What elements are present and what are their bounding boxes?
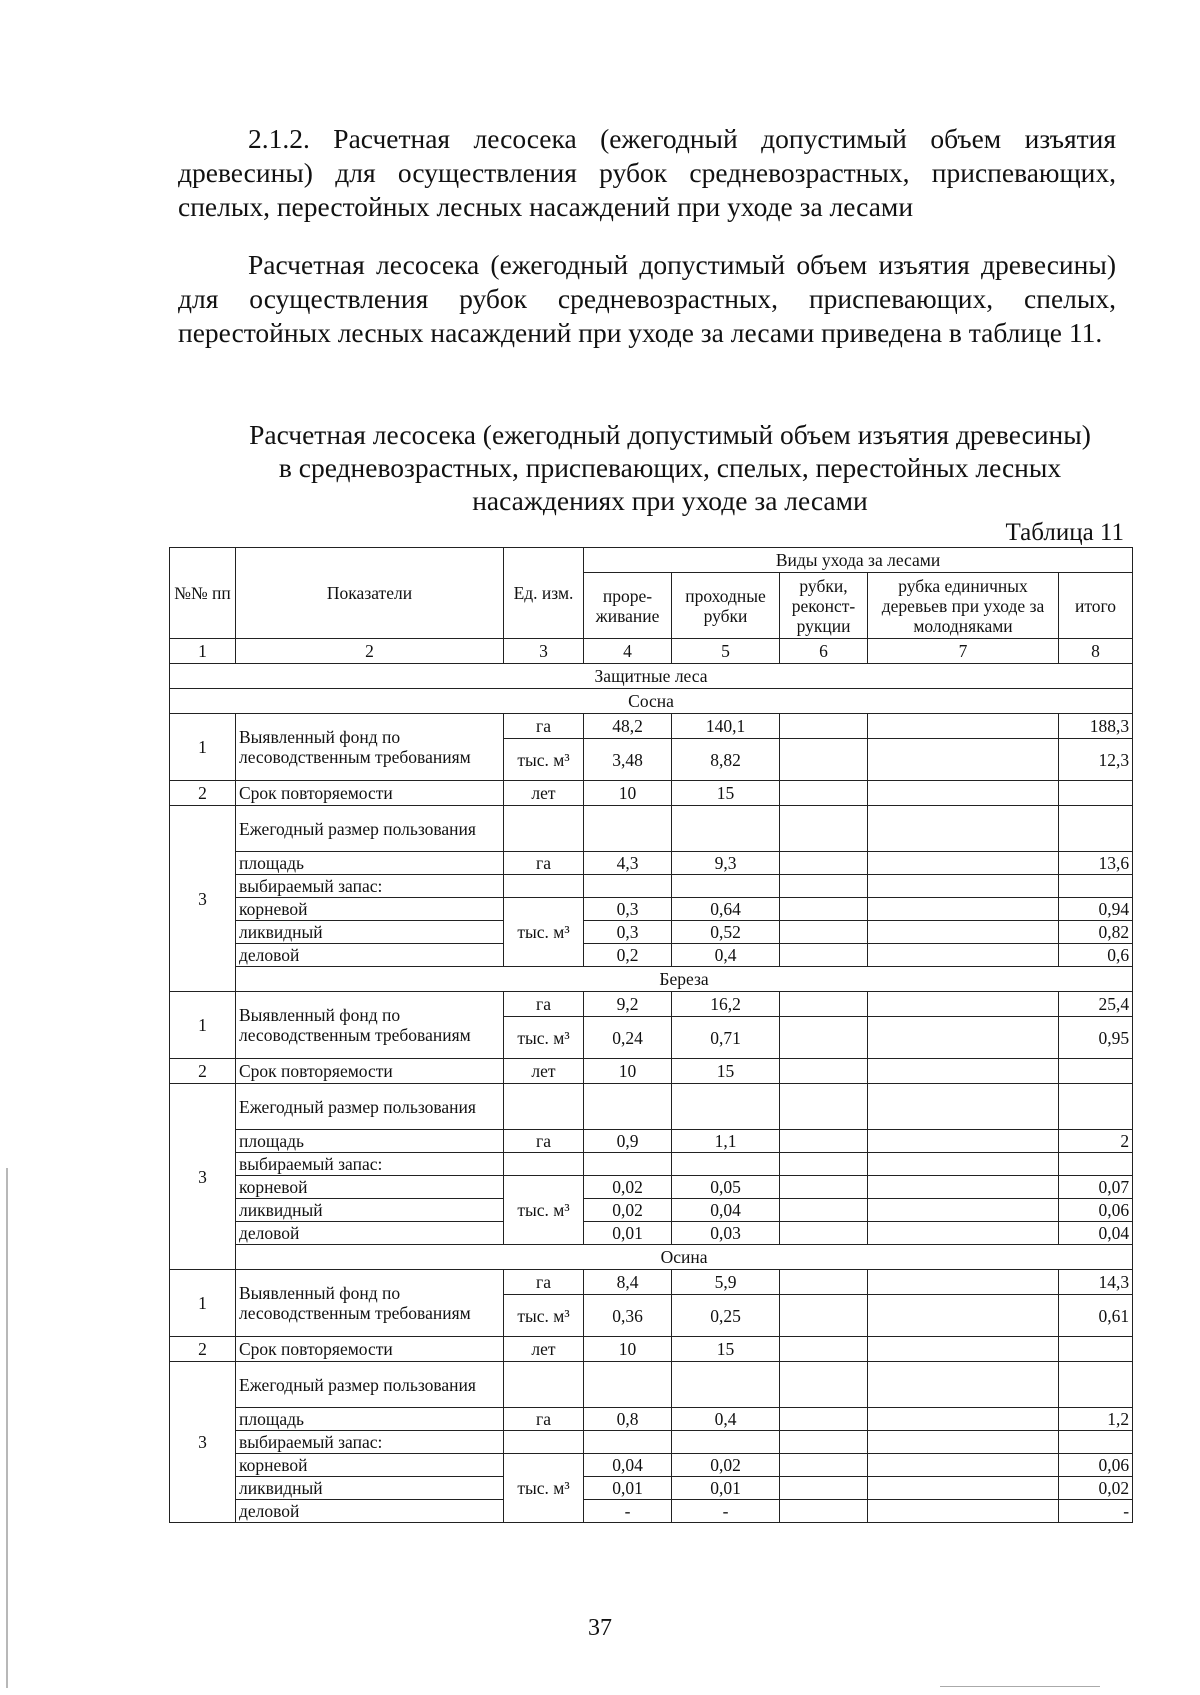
value-cell xyxy=(780,1130,868,1153)
value-cell: 0,06 xyxy=(1059,1454,1133,1477)
table-row xyxy=(170,1408,1133,1431)
scan-bottom-line xyxy=(940,1686,1100,1687)
value-cell xyxy=(868,1454,1059,1477)
value-cell: 0,04 xyxy=(672,1199,780,1222)
unit-cell: га xyxy=(504,714,584,739)
value-cell: 1,2 xyxy=(1059,1408,1133,1431)
value-cell xyxy=(780,739,868,781)
col-number: 2 xyxy=(236,639,504,664)
indicator-fund: Выявленный фонд по лесоводственным требованиям xyxy=(236,992,504,1059)
header-indicators: Показатели xyxy=(236,548,504,639)
value-cell xyxy=(1059,1084,1133,1130)
indicator-business: деловой xyxy=(236,944,504,967)
value-cell xyxy=(780,781,868,806)
section-heading-text: 2.1.2. Расчетная лесосека (ежегодный допустимый объем изъятия древесины) для осуществления рубок средневозрастных, приспевающих, спелых, перестойных лесных насаждений при уходе за лесами xyxy=(178,123,1116,222)
unit-cell xyxy=(504,1084,584,1130)
header-passage-cuts: проходные рубки xyxy=(672,573,780,639)
value-cell xyxy=(1059,1362,1133,1408)
value-cell xyxy=(868,1431,1059,1454)
value-cell xyxy=(868,875,1059,898)
indicator-area: площадь xyxy=(236,1408,504,1431)
value-cell xyxy=(868,1130,1059,1153)
value-cell xyxy=(1059,1059,1133,1084)
value-cell xyxy=(780,1408,868,1431)
unit-cell xyxy=(504,806,584,852)
value-cell xyxy=(584,1084,672,1130)
caption-line-1: Расчетная лесосека (ежегодный допустимый объем изъятия древесины) xyxy=(249,419,1091,450)
value-cell xyxy=(868,1153,1059,1176)
col-number: 3 xyxy=(504,639,584,664)
value-cell xyxy=(672,1431,780,1454)
table-row xyxy=(170,1176,1133,1199)
value-cell: 0,02 xyxy=(1059,1477,1133,1500)
table-row xyxy=(170,992,1133,1017)
value-cell: 8,82 xyxy=(672,739,780,781)
unit-cell xyxy=(504,875,584,898)
indicator-period: Срок повторяемости xyxy=(236,781,504,806)
indicator-fund: Выявленный фонд по лесоводственным требованиям xyxy=(236,714,504,781)
value-cell xyxy=(1059,875,1133,898)
table-row xyxy=(170,1130,1133,1153)
col-number: 4 xyxy=(584,639,672,664)
value-cell xyxy=(1059,806,1133,852)
value-cell xyxy=(780,1199,868,1222)
caption-line-2: в средневозрастных, приспевающих, спелых, перестойных лесных xyxy=(278,452,1062,483)
table-row xyxy=(170,921,1133,944)
value-cell xyxy=(868,852,1059,875)
table-row xyxy=(170,1059,1133,1084)
species-row: Осина xyxy=(236,1245,1133,1270)
value-cell: 188,3 xyxy=(1059,714,1133,739)
value-cell: 12,3 xyxy=(1059,739,1133,781)
value-cell xyxy=(584,1362,672,1408)
intro-paragraph xyxy=(178,248,1116,350)
value-cell xyxy=(672,806,780,852)
unit-cell: лет xyxy=(504,781,584,806)
value-cell: 0,02 xyxy=(584,1176,672,1199)
value-cell: 0,8 xyxy=(584,1408,672,1431)
value-cell xyxy=(868,806,1059,852)
value-cell: 1,1 xyxy=(672,1130,780,1153)
section-row: Защитные леса xyxy=(170,664,1133,689)
indicator-fund: Выявленный фонд по лесоводственным требованиям xyxy=(236,1270,504,1337)
table-row xyxy=(170,1337,1133,1362)
unit-cell: тыс. м³ xyxy=(504,1176,584,1245)
value-cell xyxy=(780,1222,868,1245)
indicator-liquid: ликвидный xyxy=(236,921,504,944)
table-row xyxy=(170,1222,1133,1245)
indicator-annual: Ежегодный размер пользования xyxy=(236,1362,504,1408)
value-cell xyxy=(868,1222,1059,1245)
unit-cell: га xyxy=(504,992,584,1017)
header-single-trees: рубка единичных деревьев при уходе за молодняками xyxy=(868,573,1059,639)
table-row xyxy=(170,714,1133,739)
value-cell xyxy=(868,1176,1059,1199)
value-cell xyxy=(868,944,1059,967)
table-row xyxy=(170,1153,1133,1176)
value-cell xyxy=(868,1084,1059,1130)
value-cell: 0,04 xyxy=(584,1454,672,1477)
value-cell xyxy=(1059,1337,1133,1362)
table-row xyxy=(170,781,1133,806)
indicator-liquid: ликвидный xyxy=(236,1477,504,1500)
value-cell: - xyxy=(1059,1500,1133,1523)
value-cell xyxy=(1059,781,1133,806)
value-cell xyxy=(868,1059,1059,1084)
value-cell xyxy=(780,1295,868,1337)
unit-cell xyxy=(504,1431,584,1454)
indicator-liquid: ликвидный xyxy=(236,1199,504,1222)
table-caption xyxy=(230,418,1110,517)
value-cell: 0,4 xyxy=(672,944,780,967)
value-cell: 0,02 xyxy=(672,1454,780,1477)
indicator-annual: Ежегодный размер пользования xyxy=(236,806,504,852)
species-row: Береза xyxy=(236,967,1133,992)
value-cell: 3,48 xyxy=(584,739,672,781)
value-cell xyxy=(584,875,672,898)
value-cell: 0,01 xyxy=(584,1477,672,1500)
table-row xyxy=(170,1477,1133,1500)
harvest-table xyxy=(169,547,1133,1523)
value-cell: - xyxy=(584,1500,672,1523)
indicator-root: корневой xyxy=(236,1454,504,1477)
col-number: 8 xyxy=(1059,639,1133,664)
value-cell xyxy=(868,898,1059,921)
value-cell xyxy=(780,806,868,852)
value-cell xyxy=(780,1017,868,1059)
value-cell: 0,25 xyxy=(672,1295,780,1337)
table-row xyxy=(170,1431,1133,1454)
table-row xyxy=(170,967,1133,992)
value-cell xyxy=(780,898,868,921)
value-cell xyxy=(868,1017,1059,1059)
unit-cell xyxy=(504,1153,584,1176)
unit-cell: тыс. м³ xyxy=(504,1017,584,1059)
value-cell xyxy=(780,992,868,1017)
value-cell xyxy=(672,1362,780,1408)
value-cell xyxy=(780,1059,868,1084)
table-row xyxy=(170,806,1133,852)
value-cell xyxy=(868,1477,1059,1500)
value-cell: 0,3 xyxy=(584,898,672,921)
caption-line-3: насаждениях при уходе за лесами xyxy=(472,485,868,516)
value-cell xyxy=(868,1362,1059,1408)
value-cell xyxy=(780,1454,868,1477)
indicator-root: корневой xyxy=(236,1176,504,1199)
value-cell: 0,36 xyxy=(584,1295,672,1337)
table-row xyxy=(170,875,1133,898)
value-cell: 0,01 xyxy=(672,1477,780,1500)
value-cell xyxy=(1059,1153,1133,1176)
table-row xyxy=(170,689,1133,714)
value-cell: 0,06 xyxy=(1059,1199,1133,1222)
col-number: 7 xyxy=(868,639,1059,664)
value-cell: 140,1 xyxy=(672,714,780,739)
indicator-period: Срок повторяемости xyxy=(236,1059,504,1084)
value-cell: 10 xyxy=(584,1337,672,1362)
value-cell xyxy=(584,1153,672,1176)
value-cell xyxy=(780,921,868,944)
value-cell xyxy=(868,1500,1059,1523)
value-cell xyxy=(780,1362,868,1408)
indicator-annual: Ежегодный размер пользования xyxy=(236,1084,504,1130)
row-number: 1 xyxy=(170,714,236,781)
row-number: 2 xyxy=(170,781,236,806)
value-cell xyxy=(780,1270,868,1295)
value-cell: 0,04 xyxy=(1059,1222,1133,1245)
page-number: 37 xyxy=(588,1615,612,1641)
indicator-root: корневой xyxy=(236,898,504,921)
scan-edge-line xyxy=(6,1168,8,1688)
value-cell xyxy=(584,806,672,852)
header-care-types: Виды ухода за лесами xyxy=(584,548,1133,573)
row-number: 3 xyxy=(170,1084,236,1270)
value-cell: 0,24 xyxy=(584,1017,672,1059)
indicator-area: площадь xyxy=(236,852,504,875)
unit-cell: тыс. м³ xyxy=(504,1454,584,1523)
value-cell: 25,4 xyxy=(1059,992,1133,1017)
header-reconstruction: рубки, реконст-рукции xyxy=(780,573,868,639)
value-cell xyxy=(868,992,1059,1017)
value-cell xyxy=(780,852,868,875)
row-number: 3 xyxy=(170,806,236,992)
header-thinning: проре-живание xyxy=(584,573,672,639)
value-cell: - xyxy=(672,1500,780,1523)
value-cell: 0,94 xyxy=(1059,898,1133,921)
value-cell xyxy=(780,1337,868,1362)
value-cell xyxy=(868,714,1059,739)
unit-cell: тыс. м³ xyxy=(504,739,584,781)
value-cell xyxy=(868,1270,1059,1295)
value-cell: 14,3 xyxy=(1059,1270,1133,1295)
table-row xyxy=(170,1362,1133,1408)
value-cell xyxy=(584,1431,672,1454)
unit-cell xyxy=(504,1362,584,1408)
indicator-business: деловой xyxy=(236,1222,504,1245)
value-cell: 10 xyxy=(584,781,672,806)
value-cell: 0,64 xyxy=(672,898,780,921)
value-cell: 0,61 xyxy=(1059,1295,1133,1337)
value-cell xyxy=(672,875,780,898)
indicator-area: площадь xyxy=(236,1130,504,1153)
table-row xyxy=(170,1245,1133,1270)
table-label: Таблица 11 xyxy=(1005,519,1124,546)
value-cell: 0,2 xyxy=(584,944,672,967)
header-unit: Ед. изм. xyxy=(504,548,584,639)
value-cell: 8,4 xyxy=(584,1270,672,1295)
section-heading xyxy=(178,122,1116,224)
value-cell xyxy=(780,714,868,739)
value-cell: 0,02 xyxy=(584,1199,672,1222)
value-cell xyxy=(868,781,1059,806)
value-cell xyxy=(868,1295,1059,1337)
value-cell: 13,6 xyxy=(1059,852,1133,875)
indicator-business: деловой xyxy=(236,1500,504,1523)
value-cell: 0,01 xyxy=(584,1222,672,1245)
value-cell: 5,9 xyxy=(672,1270,780,1295)
unit-cell: га xyxy=(504,1408,584,1431)
col-number: 1 xyxy=(170,639,236,664)
header-total: итого xyxy=(1059,573,1133,639)
value-cell: 0,3 xyxy=(584,921,672,944)
table-row xyxy=(170,852,1133,875)
value-cell xyxy=(780,1477,868,1500)
value-cell: 0,6 xyxy=(1059,944,1133,967)
unit-cell: лет xyxy=(504,1337,584,1362)
indicator-stock: выбираемый запас: xyxy=(236,875,504,898)
value-cell: 16,2 xyxy=(672,992,780,1017)
value-cell: 48,2 xyxy=(584,714,672,739)
value-cell xyxy=(780,944,868,967)
unit-cell: тыс. м³ xyxy=(504,898,584,967)
indicator-stock: выбираемый запас: xyxy=(236,1153,504,1176)
col-number: 6 xyxy=(780,639,868,664)
row-number: 1 xyxy=(170,992,236,1059)
value-cell: 2 xyxy=(1059,1130,1133,1153)
row-number: 1 xyxy=(170,1270,236,1337)
indicator-stock: выбираемый запас: xyxy=(236,1431,504,1454)
value-cell xyxy=(780,1176,868,1199)
col-number: 5 xyxy=(672,639,780,664)
species-row: Сосна xyxy=(170,689,1133,714)
value-cell: 9,3 xyxy=(672,852,780,875)
table-row xyxy=(170,1270,1133,1295)
value-cell xyxy=(868,1199,1059,1222)
value-cell: 0,07 xyxy=(1059,1176,1133,1199)
header-num: №№ пп xyxy=(170,548,236,639)
value-cell: 0,52 xyxy=(672,921,780,944)
value-cell xyxy=(868,921,1059,944)
value-cell: 0,9 xyxy=(584,1130,672,1153)
value-cell xyxy=(780,1500,868,1523)
unit-cell: лет xyxy=(504,1059,584,1084)
value-cell xyxy=(672,1153,780,1176)
value-cell: 4,3 xyxy=(584,852,672,875)
value-cell: 0,71 xyxy=(672,1017,780,1059)
value-cell xyxy=(1059,1431,1133,1454)
table-row xyxy=(170,1500,1133,1523)
value-cell xyxy=(780,1084,868,1130)
value-cell: 0,03 xyxy=(672,1222,780,1245)
unit-cell: га xyxy=(504,1130,584,1153)
row-number: 2 xyxy=(170,1337,236,1362)
value-cell: 15 xyxy=(672,1337,780,1362)
table-row xyxy=(170,898,1133,921)
value-cell xyxy=(780,1431,868,1454)
value-cell: 15 xyxy=(672,781,780,806)
value-cell: 9,2 xyxy=(584,992,672,1017)
value-cell: 0,4 xyxy=(672,1408,780,1431)
value-cell xyxy=(868,739,1059,781)
intro-paragraph-text: Расчетная лесосека (ежегодный допустимый объем изъятия древесины) для осуществления рубок средневозрастных, приспевающих, спелых, перестойных лесных насаждений при уходе за лесами приведена в таблице 11. xyxy=(178,249,1116,348)
table-row xyxy=(170,1199,1133,1222)
table-row xyxy=(170,1454,1133,1477)
unit-cell: га xyxy=(504,852,584,875)
value-cell xyxy=(672,1084,780,1130)
row-number: 2 xyxy=(170,1059,236,1084)
unit-cell: га xyxy=(504,1270,584,1295)
indicator-period: Срок повторяемости xyxy=(236,1337,504,1362)
row-number: 3 xyxy=(170,1362,236,1523)
table-row xyxy=(170,1084,1133,1130)
unit-cell: тыс. м³ xyxy=(504,1295,584,1337)
value-cell xyxy=(780,1153,868,1176)
value-cell xyxy=(868,1337,1059,1362)
value-cell xyxy=(780,875,868,898)
table-row xyxy=(170,944,1133,967)
value-cell: 15 xyxy=(672,1059,780,1084)
value-cell: 10 xyxy=(584,1059,672,1084)
value-cell xyxy=(868,1408,1059,1431)
value-cell: 0,95 xyxy=(1059,1017,1133,1059)
value-cell: 0,05 xyxy=(672,1176,780,1199)
value-cell: 0,82 xyxy=(1059,921,1133,944)
